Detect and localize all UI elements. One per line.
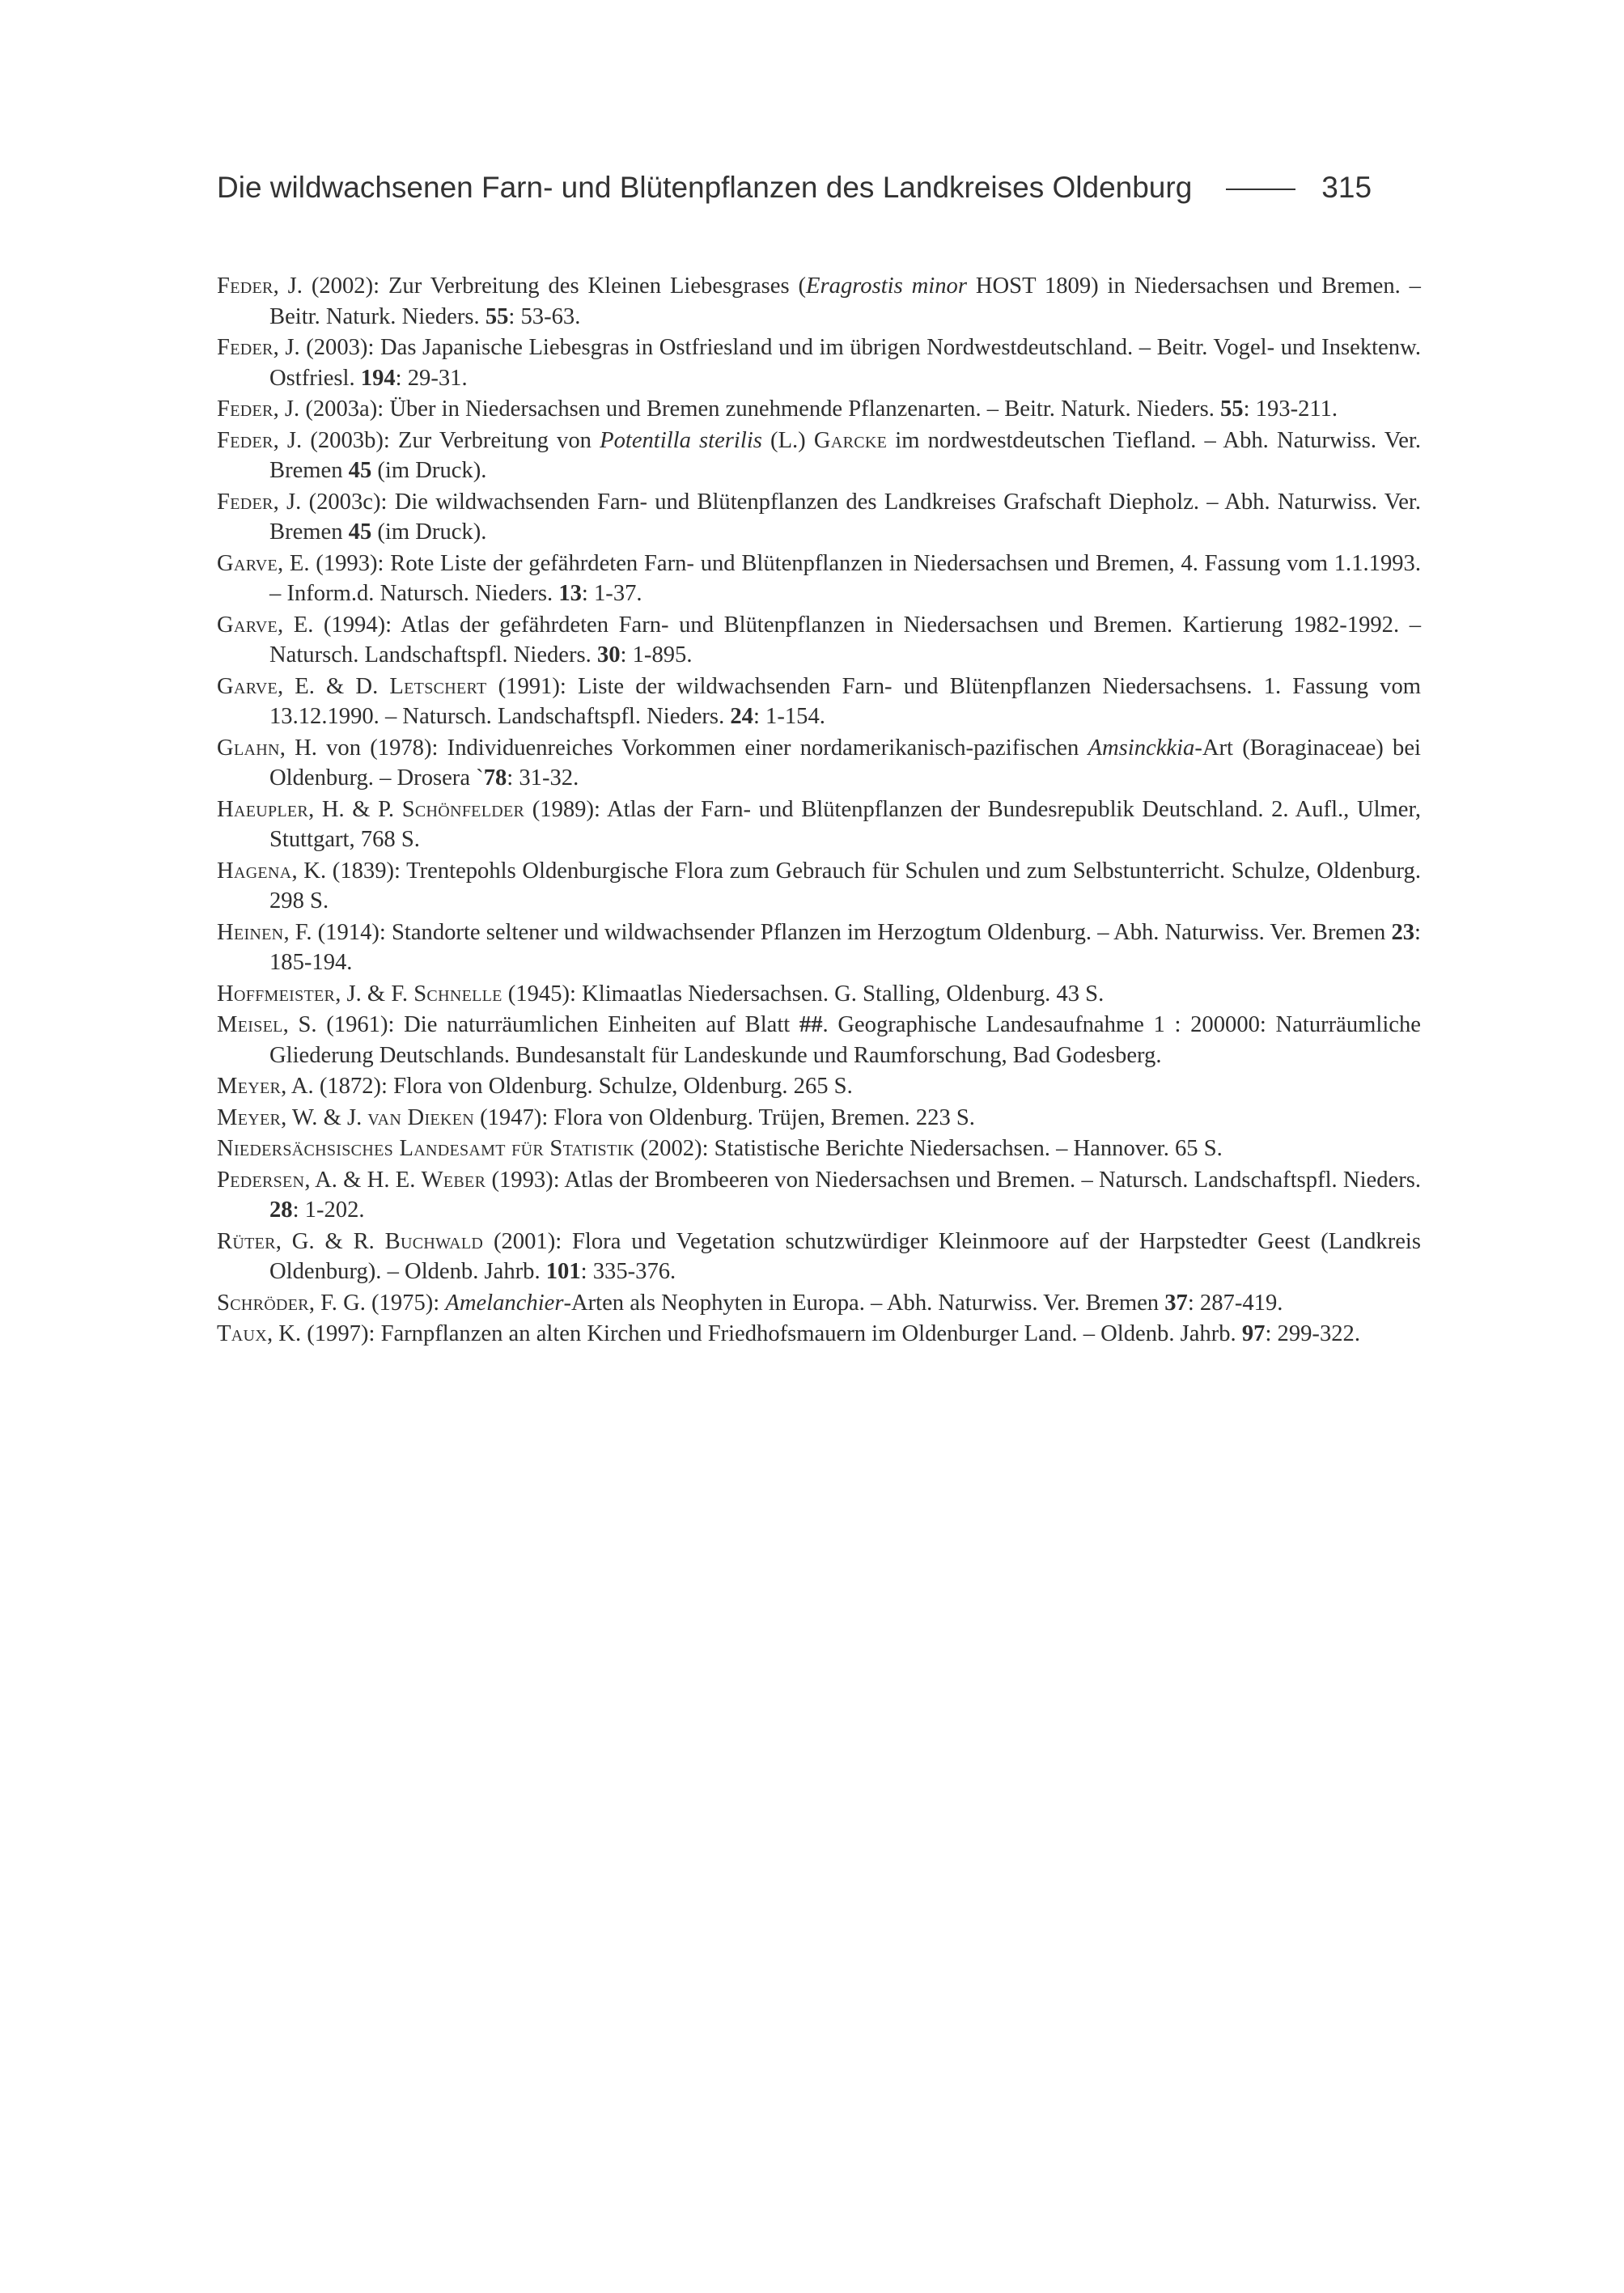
citation-text: , J. & F. (335, 981, 414, 1007)
volume-number: 45 (348, 519, 372, 545)
reference-entry (217, 1319, 1421, 1350)
citation-text: , J. (2003a): Über in Niedersachsen und Bremen zunehmende Pflanzenarten. – Beitr. Naturk. Nieders. (273, 396, 1220, 422)
author-name: Pedersen (217, 1167, 305, 1193)
author-name: Weber (421, 1167, 486, 1193)
citation-text: , F. G. (1975): (308, 1290, 446, 1316)
reference-entry (217, 1071, 1421, 1102)
reference-entry (217, 1227, 1421, 1287)
volume-number: 37 (1164, 1290, 1188, 1316)
citation-text: (1991): Liste der wildwachsenden Farn- und Blütenpflanzen Niedersachsens. 1. Fassung vom 13.12.1990. – Natursch. Landschaftspfl. Nieders. (269, 673, 1421, 729)
citation-text: , E. (1993): Rote Liste der gefährdeten Farn- und Blütenpflanzen in Niedersachsen und Bremen, 4. Fassung vom 1.1.1993. – Inform.d. Natursch. Nieders. (269, 550, 1421, 606)
author-name: Schnelle (413, 981, 502, 1007)
citation-text: : 1-202. (292, 1197, 365, 1223)
citation-text: , J. (2003b): Zur Verbreitung von (273, 427, 600, 453)
citation-text: (1947): Flora von Oldenburg. Trüjen, Bremen. 223 S. (473, 1104, 975, 1130)
reference-entry (217, 979, 1421, 1010)
reference-entry (217, 549, 1421, 609)
citation-text: : 31-32. (507, 765, 579, 790)
volume-number: 23 (1391, 919, 1415, 945)
taxon-name: Amsinckkia (1088, 735, 1195, 761)
volume-number: 55 (485, 303, 509, 329)
author-name: Feder (217, 396, 273, 422)
reference-entry (217, 856, 1421, 917)
author-name: Niedersächsisches Landesamt für Statistik (217, 1136, 635, 1161)
header-rule (1226, 189, 1295, 190)
citation-text: , J. (2003): Das Japanische Liebesgras in Ostfriesland und im übrigen Nordwestdeutschland. – Beitr. Vogel- und Insektenw. Ostfriesl. (269, 335, 1421, 391)
reference-entry (217, 1010, 1421, 1070)
reference-entry (217, 672, 1421, 732)
citation-text: , G. & R. (275, 1228, 385, 1254)
taxon-name: Amelanchier (445, 1290, 564, 1316)
author-name: Hagena (217, 858, 292, 884)
author-name: Hoffmeister (217, 981, 336, 1007)
citation-text: (1993): Atlas der Brombeeren von Niedersachsen und Bremen. – Natursch. Landschaftspfl. Nieders. (486, 1167, 1422, 1193)
author-name: Letschert (389, 673, 487, 699)
author-name: Garve (217, 550, 278, 576)
citation-text: (im Druck). (371, 458, 487, 483)
author-name: Garve (217, 673, 278, 699)
reference-entry (217, 271, 1421, 332)
volume-number: 55 (1220, 396, 1244, 422)
citation-text: : 185-194. (269, 919, 1421, 975)
citation-text: (2001): Flora und Vegetation schutzwürdiger Kleinmoore auf der Harpstedter Geest (Landkreis Oldenburg). – Oldenb. Jahrb. (269, 1228, 1421, 1284)
citation-text: , J. (2002): Zur Verbreitung des Kleinen Liebesgrases ( (273, 273, 807, 299)
citation-text: , F. (1914): Standorte seltener und wildwachsender Pflanzen im Herzogtum Oldenburg. – Abh. Naturwiss. Ver. Bremen (283, 919, 1392, 945)
author-name: Feder (217, 489, 273, 515)
citation-text: im nordwestdeutschen Tiefland. – Abh. Naturwiss. Ver. Bremen (269, 427, 1421, 483)
author-name: Feder (217, 427, 273, 453)
reference-entry (217, 1165, 1421, 1226)
author-name: Feder (217, 335, 273, 360)
reference-entry (217, 610, 1421, 671)
citation-text: (im Druck). (371, 519, 487, 545)
reference-entry (217, 918, 1421, 978)
citation-text: : 193-211. (1243, 396, 1338, 422)
citation-text: . Geographische Landesaufnahme 1 : 200000: Naturräumliche Gliederung Deutschlands. Bundesanstalt für Landeskunde und Raumforschung, Bad Godesberg. (269, 1012, 1421, 1068)
citation-text: , K. (1839): Trentepohls Oldenburgische Flora zum Gebrauch für Schulen und zum Selbstunterricht. Schulze, Oldenburg. 298 S. (269, 858, 1421, 913)
citation-text: -Art (Boraginaceae) bei Oldenburg. – Drosera ` (269, 735, 1421, 790)
citation-text: , E. (1994): Atlas der gefährdeten Farn- und Blütenpflanzen in Niedersachsen und Bremen. Kartierung 1982-1992. – Natursch. Landschaftspfl. Nieders. (269, 612, 1421, 668)
volume-number: ## (799, 1012, 823, 1037)
author-name: Haeupler (217, 796, 309, 822)
author-name: Rüter (217, 1228, 276, 1254)
author-name: Schönfelder (401, 796, 525, 822)
running-header (217, 163, 1421, 212)
citation-text: : 299-322. (1265, 1321, 1360, 1346)
citation-text: , H. von (1978): Individuenreiches Vorkommen einer nordamerikanisch-pazifischen (279, 735, 1088, 761)
volume-number: 194 (360, 365, 396, 391)
reference-entry (217, 1103, 1421, 1134)
author-name: Buchwald (384, 1228, 484, 1254)
volume-number: 24 (730, 704, 753, 729)
citation-text: : 1-895. (620, 642, 693, 668)
taxon-name: Eragrostis minor (806, 273, 967, 299)
citation-text: , A. (1872): Flora von Oldenburg. Schulze, Oldenburg. 265 S. (281, 1074, 853, 1099)
author-name: Taux (217, 1321, 267, 1346)
author-name: Schröder (217, 1290, 309, 1316)
citation-text: : 53-63. (508, 303, 581, 329)
reference-entry (217, 1134, 1421, 1164)
page-number: 315 (1321, 171, 1372, 204)
citation-text: , J. (2003c): Die wildwachsenden Farn- und Blütenpflanzen des Landkreises Grafschaft Diepholz. – Abh. Naturwiss. Ver. Bremen (269, 489, 1421, 545)
reference-entry (217, 394, 1421, 425)
reference-entry (217, 795, 1421, 855)
citation-text: , W. & J. (281, 1104, 368, 1130)
citation-text: -Arten als Neophyten in Europa. – Abh. Naturwiss. Ver. Bremen (563, 1290, 1165, 1316)
reference-entry (217, 1288, 1421, 1319)
citation-text: (1945): Klimaatlas Niedersachsen. G. Stalling, Oldenburg. 43 S. (502, 981, 1105, 1007)
citation-text: (L.) (761, 427, 814, 453)
author-name: Meisel (217, 1012, 283, 1037)
author-name: Feder (217, 273, 273, 299)
citation-text: : 287-419. (1187, 1290, 1283, 1316)
author-name: van Dieken (367, 1104, 474, 1130)
citation-text: (1989): Atlas der Farn- und Blütenpflanzen der Bundesrepublik Deutschland. 2. Aufl., Ulmer, Stuttgart, 768 S. (269, 796, 1422, 852)
volume-number: 97 (1241, 1321, 1266, 1346)
header-title: Die wildwachsenen Farn- und Blütenpflanzen des Landkreises Oldenburg (217, 171, 1193, 204)
citation-text: , A. & H. E. (304, 1167, 422, 1193)
volume-number: 45 (348, 458, 372, 483)
citation-text: (2002): Statistische Berichte Niedersachsen. – Hannover. 65 S. (634, 1136, 1223, 1161)
citation-text: : 1-37. (581, 581, 642, 606)
author-name: Garcke (813, 427, 888, 453)
citation-text: : 1-154. (753, 704, 825, 729)
volume-number: 101 (545, 1259, 581, 1284)
citation-text: : 29-31. (395, 365, 468, 391)
taxon-name: Potentilla sterilis (600, 427, 762, 453)
volume-number: 30 (596, 642, 621, 668)
citation-text: , E. & D. (278, 673, 390, 699)
author-name: Glahn (217, 735, 280, 761)
reference-entry (217, 733, 1421, 794)
volume-number: 13 (558, 581, 582, 606)
reference-list (217, 271, 1421, 1350)
citation-text: HOST 1809) in Niedersachsen und Bremen. – Beitr. Naturk. Nieders. (269, 273, 1421, 329)
volume-number: 28 (269, 1197, 293, 1223)
author-name: Meyer (217, 1074, 282, 1099)
citation-text: , S. (1961): Die naturräumlichen Einheiten auf Blatt (282, 1012, 799, 1037)
citation-text: , H. & P. (308, 796, 402, 822)
author-name: Garve (217, 612, 278, 638)
citation-text: , K. (1997): Farnpflanzen an alten Kirchen und Friedhofsmauern im Oldenburger Land. – Oldenb. Jahrb. (267, 1321, 1242, 1346)
author-name: Heinen (217, 919, 284, 945)
reference-entry (217, 487, 1421, 548)
reference-entry (217, 333, 1421, 393)
reference-entry (217, 426, 1421, 486)
volume-number: 78 (483, 765, 507, 790)
author-name: Meyer (217, 1104, 282, 1130)
citation-text: : 335-376. (580, 1259, 676, 1284)
